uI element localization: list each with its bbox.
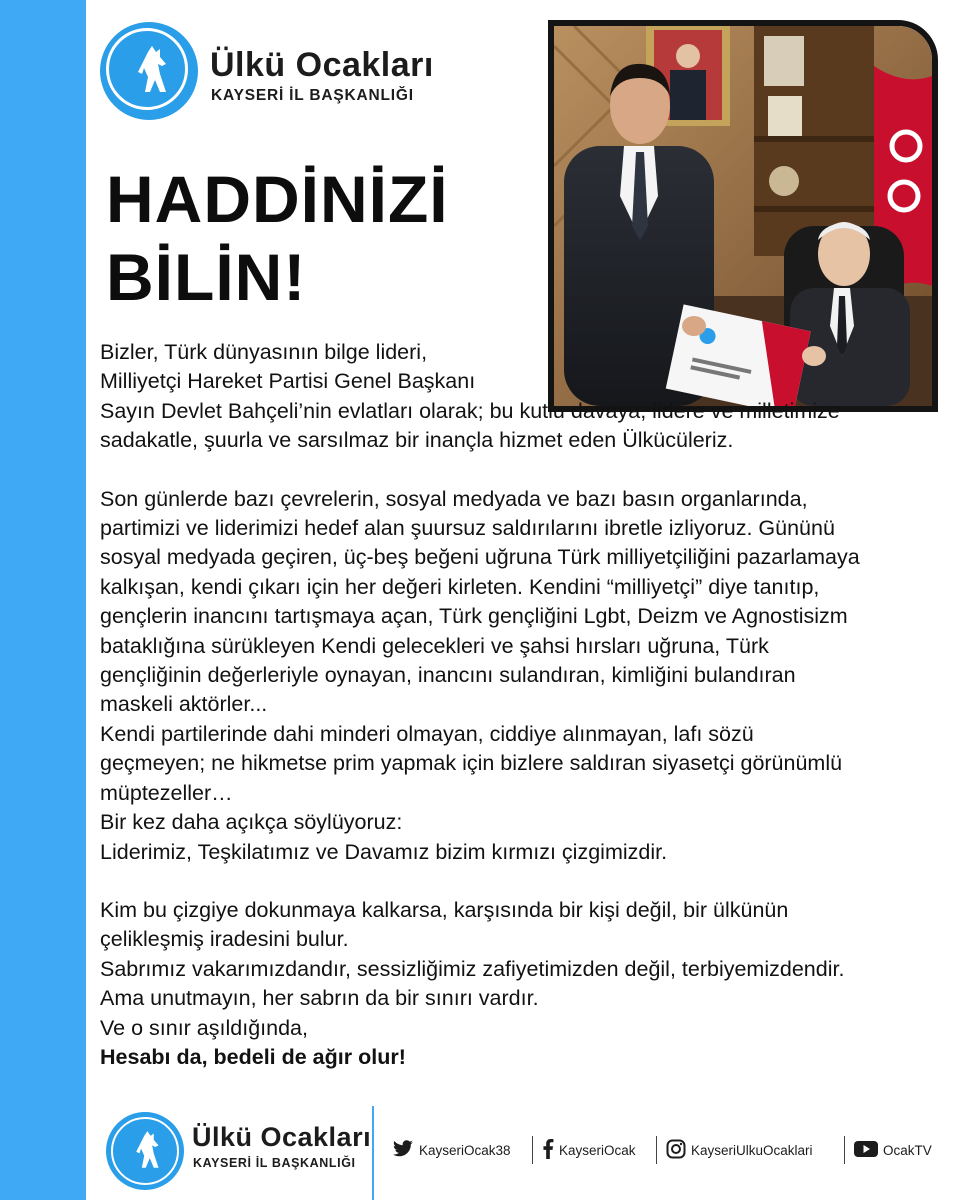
brand-name: Ülkü Ocakları [210,46,434,84]
social-twitter[interactable] [392,1138,511,1162]
social-divider [656,1136,657,1164]
youtube-icon [854,1140,878,1161]
footer-wolf-emblem-icon [106,1112,184,1190]
headline [106,160,536,316]
footer-divider [372,1106,374,1200]
instagram-icon [666,1139,686,1162]
footer [100,1106,960,1200]
youtube-handle: OcakTV [883,1142,932,1158]
social-instagram[interactable] [666,1138,813,1162]
footer-brand-name: Ülkü Ocakları [192,1122,372,1152]
instagram-handle: KayseriUlkuOcaklari [691,1142,813,1158]
closing-statement: Hesabı da, bedeli de ağır olur! [100,1044,406,1069]
header-logo [100,22,460,122]
accent-side-band [0,0,86,1200]
brand-subtitle: KAYSERİ İL BAŞKANLIĞI [211,87,414,104]
headline-line-1: HADDİNİZİ [106,162,449,236]
twitter-handle: KayseriOcak38 [419,1142,511,1158]
paragraph-intro: Bizler, Türk dünyasının bilge lideri, Milliyetçi Hareket Partisi Genel Başkanı Sayın Devlet Bahçeli’nin evlatları olarak; bu kutlu davaya, lidere ve milletimize sadakatle, şuurla ve sarsılmaz bir inançla hizmet eden Ülkücüleriz. [100,340,840,453]
statement-body [100,338,930,1072]
wolf-emblem-icon [100,22,198,120]
twitter-icon [392,1140,414,1161]
headline-line-2: BİLİN! [106,240,307,314]
facebook-handle: KayseriOcak [559,1142,636,1158]
social-facebook[interactable] [542,1138,636,1162]
paragraph-main: Son günlerde bazı çevrelerin, sosyal medyada ve bazı basın organlarında, partimizi ve liderimizi hedef alan şuursuz saldırılarını ibretle izliyoruz. Gününü sosyal medyada geçiren, üç-beş beğeni uğruna Türk milliyetçiliğini pazarlamaya kalkışan, kendi çıkarı için her değeri kirleten. Kendini “milliyetçi” diye tanıtıp, gençlerin inancını tartışmaya açan, Türk gençliğini Lgbt, Deizm ve Agnostisizm bataklığına sürükleyen Kendi gelecekleri ve şahsi hırsları uğruna, Türk gençliğinin değerleriyle oynayan, inancını sulandıran, kimliğini bulandıran maskeli aktörler... Kendi partilerinde dahi minderi olmayan, ciddiye alınmayan, lafı sözü geçmeyen; ne hikmetse prim yapmak için bizlere saldıran siyasetçi görünümlü müptezeller… Bir kez daha açıkça söylüyoruz: Liderimiz, Teşkilatımız ve Davamız bizim kırmızı çizgimizdir. [100,486,860,864]
facebook-icon [542,1139,554,1162]
paragraph-warning: Kim bu çizgiye dokunmaya kalkarsa, karşısında bir kişi değil, bir ülkünün çelikleşmiş iradesini bulur. Sabrımız vakarımızdandır, sessizliğimiz zafiyetimizden değil, terbiyemizdendir. Ama unutmayın, her sabrın da bir sınırı vardır. Ve o sınır aşıldığında, [100,897,845,1040]
social-divider [844,1136,845,1164]
footer-brand-subtitle: KAYSERİ İL BAŞKANLIĞI [193,1156,356,1170]
social-youtube[interactable] [854,1138,932,1162]
social-divider [532,1136,533,1164]
